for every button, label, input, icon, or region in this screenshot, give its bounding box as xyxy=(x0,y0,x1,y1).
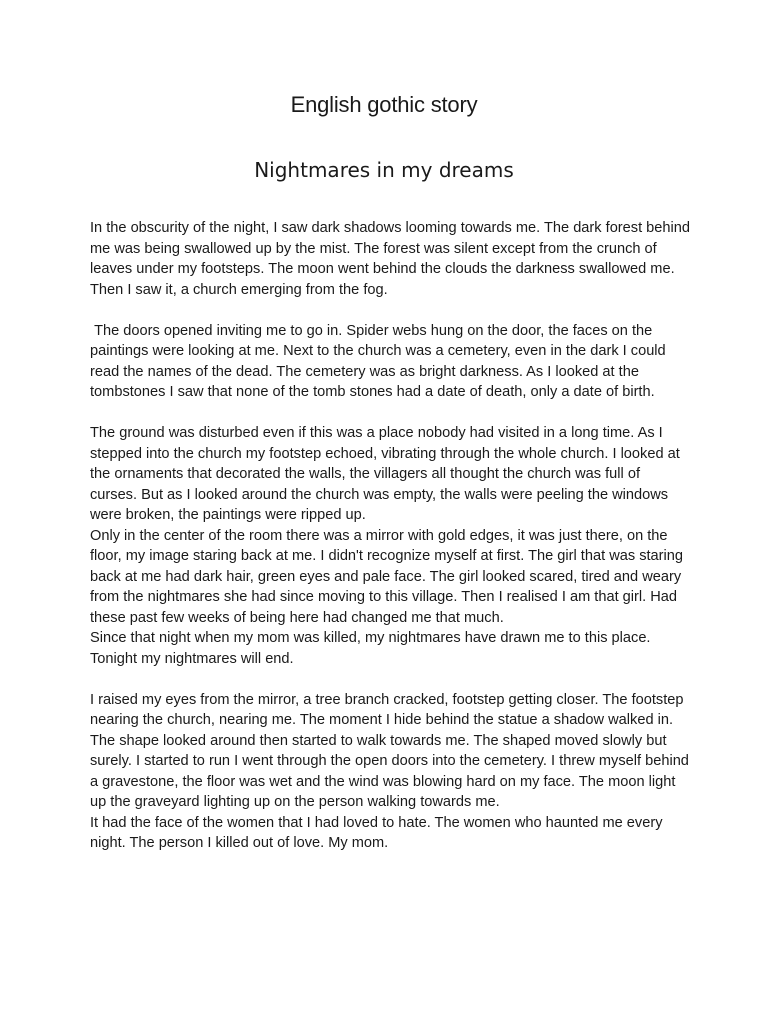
story-title: Nightmares in my dreams xyxy=(254,158,514,182)
paragraph: In the obscurity of the night, I saw dark shadows looming towards me. The dark forest behind me was being swallowed up by the mist. The forest was silent except from the crunch of leaves under my footsteps. The moon went behind the clouds the darkness swallowed me. Then I saw it, a church emerging from the fog. xyxy=(90,220,695,298)
document-title: English gothic story xyxy=(290,92,478,117)
paragraph: The doors opened inviting me to go in. Spider webs hung on the door, the faces on the paintings were looking at me. Next to the church was a cemetery, even in the dark I could read the names of the dead. The cemetery was as bright darkness. As I looked at the tombstones I saw that none of the tomb stones had a date of death, only a date of birth. xyxy=(90,322,670,400)
paragraph: Since that night when my mom was killed, my nightmares have drawn me to this place. Tonight my nightmares will end. xyxy=(90,630,655,667)
paragraph: Only in the center of the room there was a mirror with gold edges, it was just there, on the floor, my image staring back at me. I didn't recognize myself at first. The girl that was staring back at me had dark hair, green eyes and pale face. The girl looked scared, tired and weary from the nightmares she had since moving to this village. Then I realised I am that girl. Had these past few weeks of being here had changed me that much. xyxy=(90,527,688,626)
story-body xyxy=(90,218,695,854)
paragraph: The shape looked around then started to walk towards me. The shaped moved slowly but surely. I started to run I went through the open doors into the cemetery. I threw myself behind a gravestone, the floor was wet and the wind was blowing hard on my face. The moon light up the graveyard lighting up on the person walking towards me. xyxy=(90,732,693,810)
paragraph: It had the face of the women that I had loved to hate. The women who haunted me every night. The person I killed out of love. My mom. xyxy=(90,814,667,851)
paragraph: The ground was disturbed even if this was a place nobody had visited in a long time. As I stepped into the church my footstep echoed, vibrating through the whole church. I looked at the ornaments that decorated the walls, the villagers all thought the church was full of curses. But as I looked around the church was empty, the walls were peeling the windows were broken, the paintings were ripped up. xyxy=(90,425,684,523)
paragraph: I raised my eyes from the mirror, a tree branch cracked, footstep getting closer. The footstep nearing the church, nearing me. The moment I hide behind the statue a shadow walked in. xyxy=(90,691,688,728)
